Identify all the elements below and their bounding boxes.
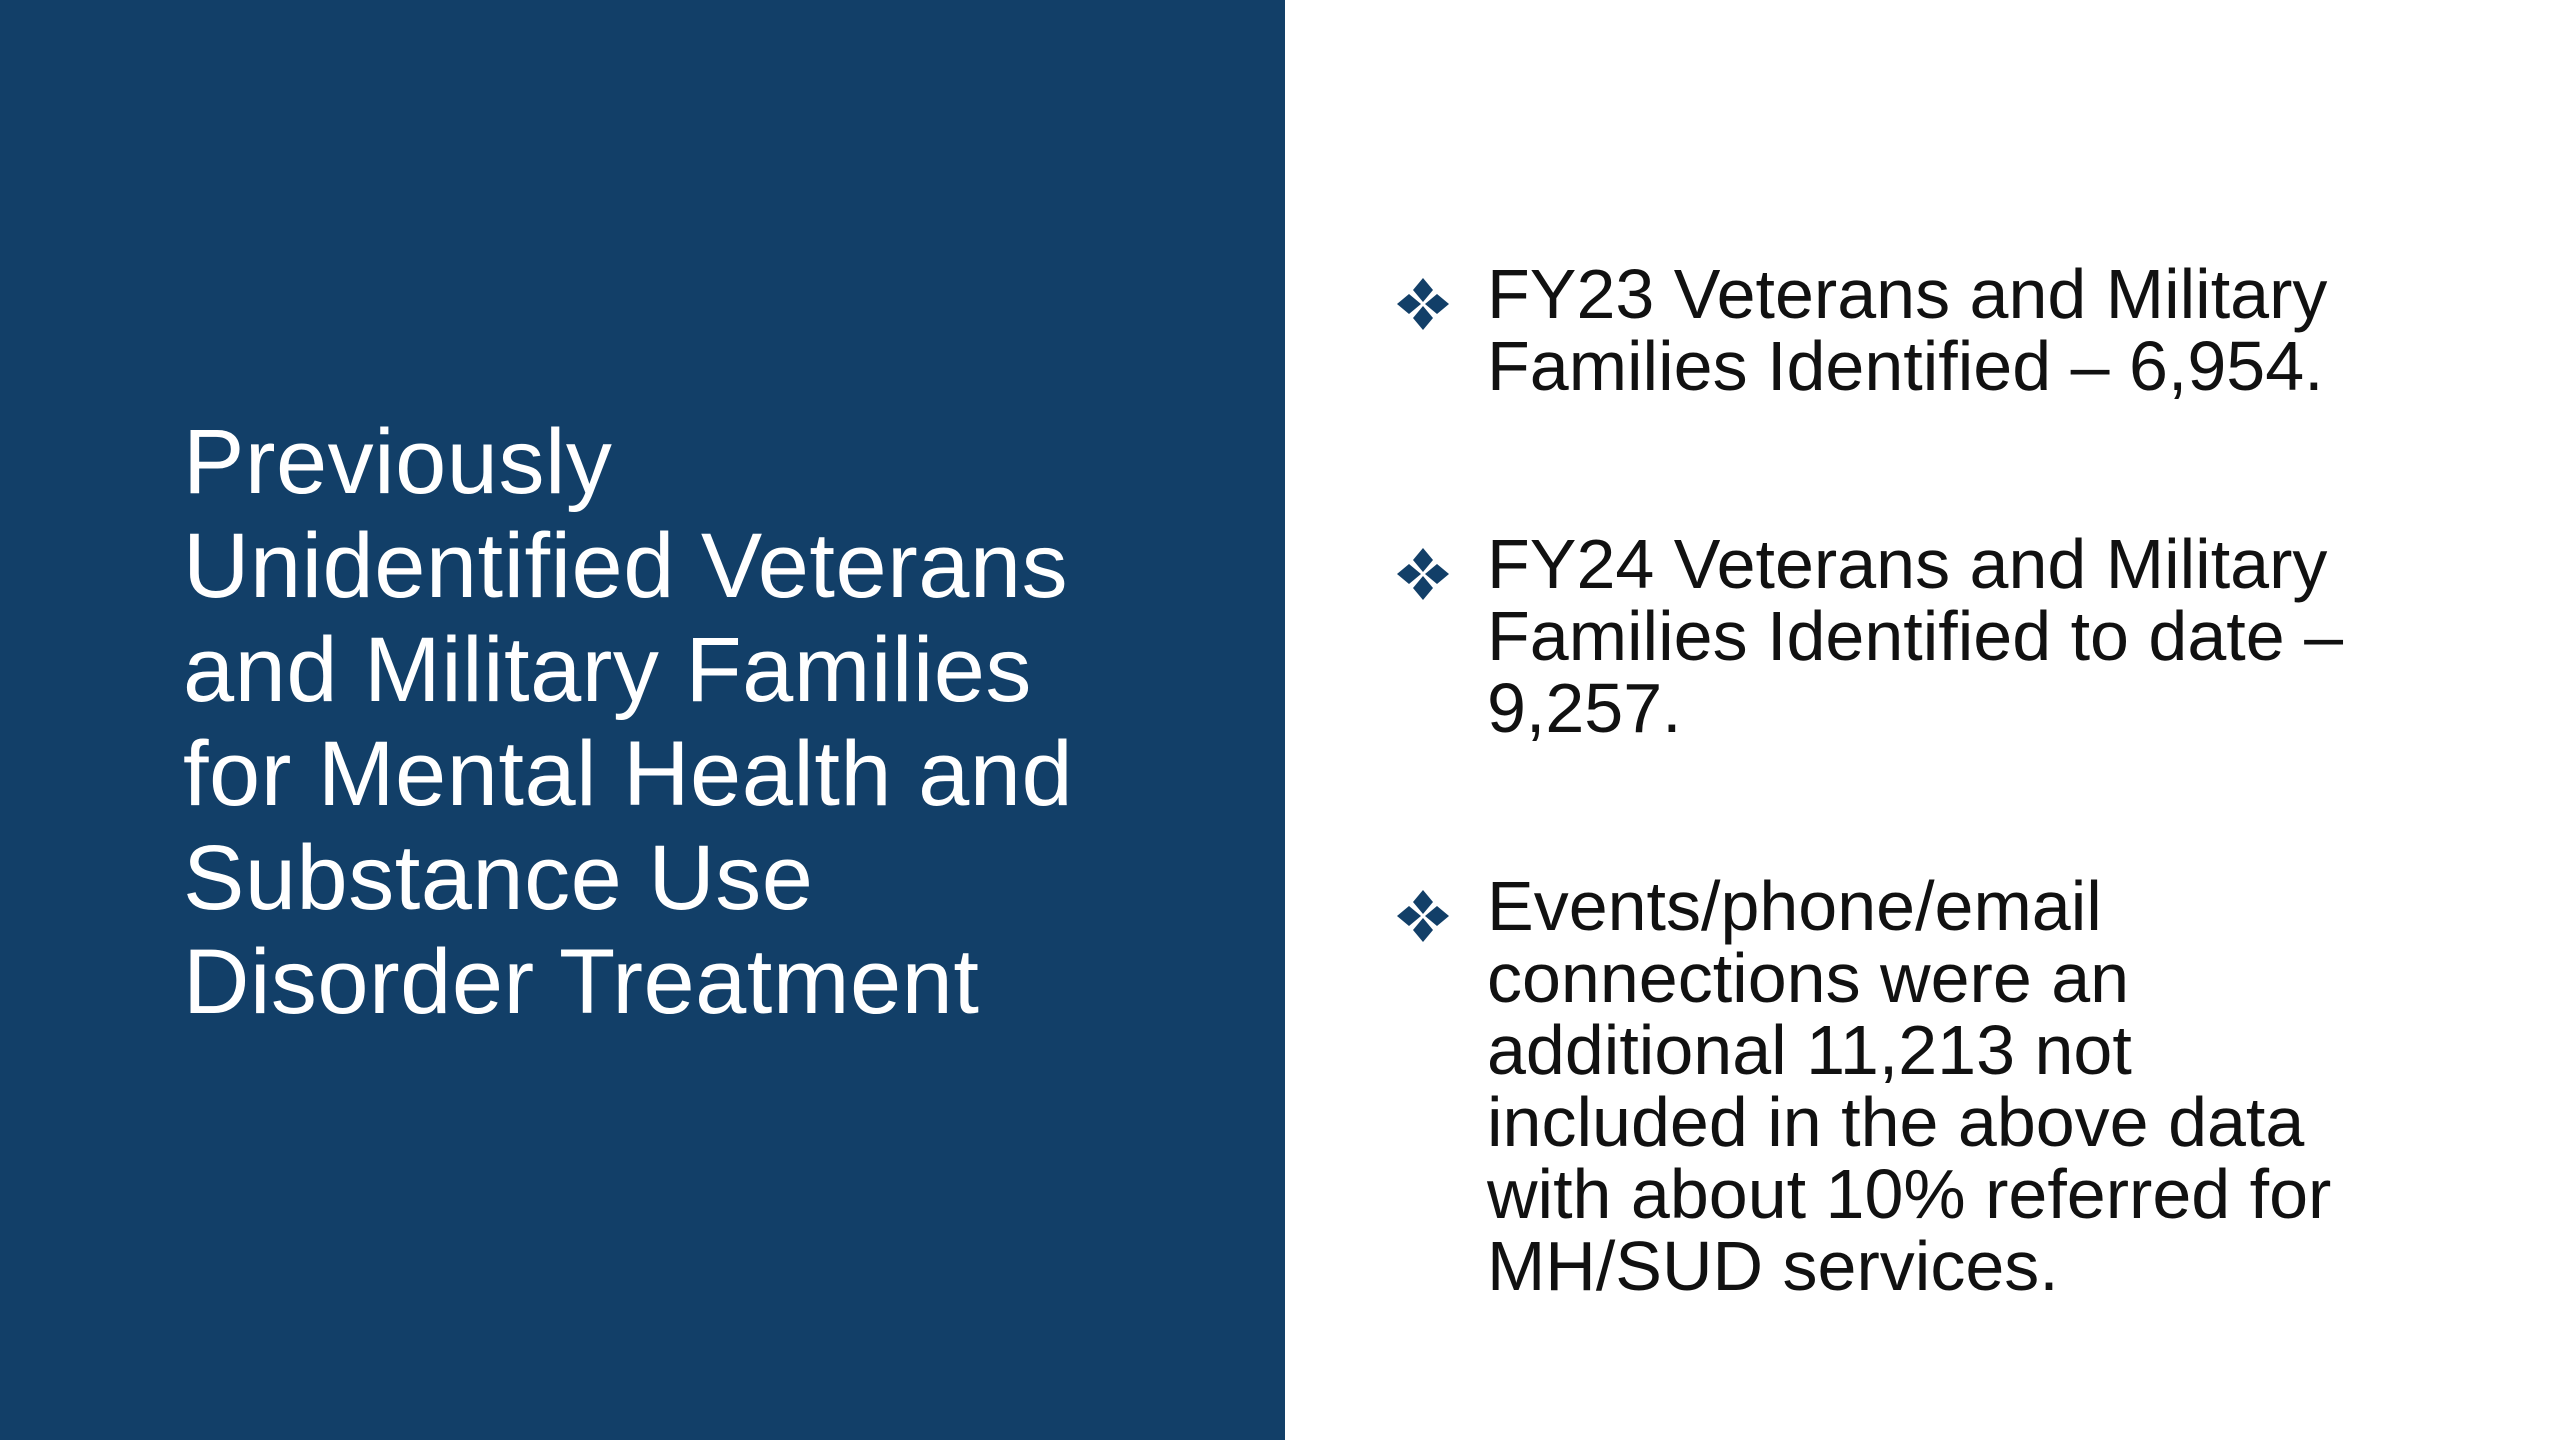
bullet-text: FY24 Veterans and Military Families Identified to date – 9,257. xyxy=(1487,525,2344,747)
four-diamond-ornament-icon xyxy=(1395,276,1451,332)
four-diamond-ornament-icon xyxy=(1395,546,1451,602)
slide-title: Previously Unidentified Veterans and Military Families for Mental Health and Substance Use Disorder Treatment xyxy=(183,411,1074,1033)
bullet-text: FY23 Veterans and Military Families Identified – 6,954. xyxy=(1487,255,2328,405)
four-diamond-ornament-icon xyxy=(1395,888,1451,944)
bullet-text: Events/phone/email connections were an additional 11,213 not included in the above data with about 10% referred for MH/SUD services. xyxy=(1487,867,2332,1305)
